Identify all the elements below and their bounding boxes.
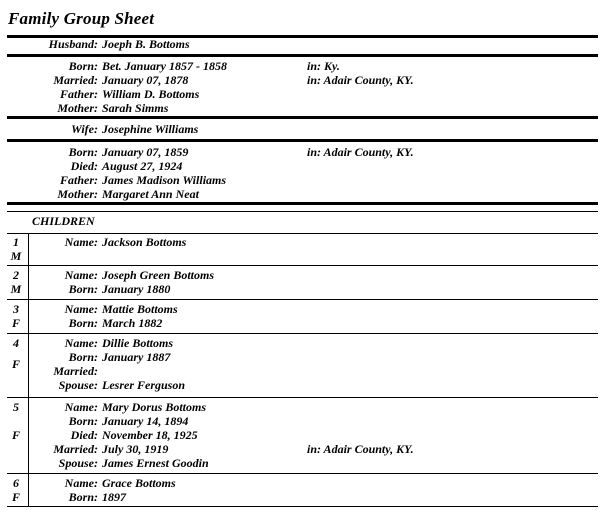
fact-value: Bet. January 1857 - 1858 (102, 59, 228, 73)
child-sex: F (11, 490, 20, 504)
child-number: 2 (13, 268, 19, 282)
child-fact-row (0, 302, 607, 316)
fact-row (0, 73, 607, 87)
fact-label: Name: (64, 235, 98, 249)
fact-value: Dillie Bottoms (102, 336, 174, 350)
husband-row (0, 37, 607, 51)
fact-label: Father: (59, 87, 98, 101)
fact-label: Father: (59, 173, 98, 187)
fact-row (0, 159, 607, 173)
child-number: 3 (13, 302, 19, 316)
fact-label: Married: (53, 73, 98, 87)
fact-label: Name: (64, 476, 98, 490)
fact-value: James Ernest Goodin (102, 456, 209, 470)
fact-row (0, 173, 607, 187)
fact-label: Born: (68, 59, 98, 73)
divider (7, 139, 598, 142)
fact-label: Husband: (48, 37, 98, 51)
child-fact-row (0, 268, 607, 282)
child-number: 1 (13, 235, 19, 249)
child-fact-row (0, 456, 607, 470)
divider (7, 265, 598, 266)
fact-label: Died: (70, 159, 98, 173)
fact-label: Name: (64, 302, 98, 316)
divider (7, 202, 598, 205)
fact-value: 1897 (102, 490, 126, 504)
child-sex: M (10, 249, 22, 263)
divider (7, 397, 598, 398)
divider (7, 211, 598, 212)
fact-value: Jackson Bottoms (102, 235, 187, 249)
child-fact-row (0, 282, 607, 296)
fact-value: January 1880 (102, 282, 171, 296)
fact-label: Born: (68, 316, 98, 330)
fact-value: Mary Dorus Bottoms (102, 400, 207, 414)
fact-value: Lesrer Ferguson (102, 378, 186, 392)
child-sex: M (10, 282, 22, 296)
fact-value: August 27, 1924 (102, 159, 183, 173)
fact-label: Born: (68, 490, 98, 504)
fact-label: Married: (53, 364, 98, 378)
fact-label: Mother: (57, 187, 98, 201)
child-fact-row (0, 235, 607, 249)
child-fact-row (0, 378, 607, 392)
divider (7, 506, 598, 507)
fact-value: November 18, 1925 (102, 428, 198, 442)
fact-value: William D. Bottoms (102, 87, 200, 101)
child-sex: F (11, 357, 20, 371)
child-fact-row (0, 476, 607, 490)
fact-value: Grace Bottoms (102, 476, 176, 490)
child-fact-row (0, 428, 607, 442)
child-number: 5 (13, 400, 19, 414)
fact-place: in: Ky. (307, 59, 340, 73)
child-fact-row (0, 364, 607, 378)
fact-place: in: Adair County, KY. (307, 73, 414, 87)
fact-label: Died: (70, 428, 98, 442)
fact-label: Born: (68, 350, 98, 364)
divider (7, 233, 598, 234)
fact-value: Joeph B. Bottoms (102, 37, 190, 51)
fact-value: Josephine Williams (102, 122, 199, 136)
child-fact-row (0, 400, 607, 414)
fact-label: Name: (64, 268, 98, 282)
fact-value: January 14, 1894 (102, 414, 189, 428)
wife-row (0, 122, 607, 136)
fact-place: in: Adair County, KY. (307, 442, 414, 456)
fact-label: Spouse: (58, 456, 98, 470)
fact-value: January 07, 1878 (102, 73, 189, 87)
fact-value: Sarah Simms (102, 101, 169, 115)
fact-value: James Madison Williams (102, 173, 227, 187)
child-sex: F (11, 316, 20, 330)
fact-value: January 1887 (102, 350, 171, 364)
child-fact-row (0, 490, 607, 504)
fact-value: March 1882 (102, 316, 163, 330)
child-sex: F (11, 428, 20, 442)
children-header: CHILDREN (32, 214, 95, 228)
child-fact-row (0, 336, 607, 350)
fact-row (0, 101, 607, 115)
fact-value: January 07, 1859 (102, 145, 189, 159)
fact-value: Margaret Ann Neat (102, 187, 199, 201)
divider (7, 473, 598, 474)
divider (7, 333, 598, 334)
child-fact-row (0, 316, 607, 330)
fact-value: Joseph Green Bottoms (102, 268, 215, 282)
child-fact-row (0, 442, 607, 456)
fact-label: Mother: (57, 101, 98, 115)
fact-value: Mattie Bottoms (102, 302, 178, 316)
page-title: Family Group Sheet (8, 9, 155, 28)
fact-label: Name: (64, 336, 98, 350)
fact-row (0, 187, 607, 201)
child-number: 6 (13, 476, 19, 490)
child-fact-row (0, 350, 607, 364)
fact-row (0, 59, 607, 73)
child-number: 4 (13, 336, 19, 350)
fact-row (0, 87, 607, 101)
fact-label: Born: (68, 145, 98, 159)
fact-label: Wife: (71, 122, 98, 136)
divider (7, 54, 598, 57)
divider (7, 116, 598, 119)
fact-label: Married: (53, 442, 98, 456)
fact-label: Born: (68, 282, 98, 296)
fact-label: Born: (68, 414, 98, 428)
fact-label: Spouse: (58, 378, 98, 392)
fact-label: Name: (64, 400, 98, 414)
divider (7, 299, 598, 300)
child-fact-row (0, 414, 607, 428)
fact-row (0, 145, 607, 159)
fact-place: in: Adair County, KY. (307, 145, 414, 159)
fact-value: July 30, 1919 (102, 442, 169, 456)
